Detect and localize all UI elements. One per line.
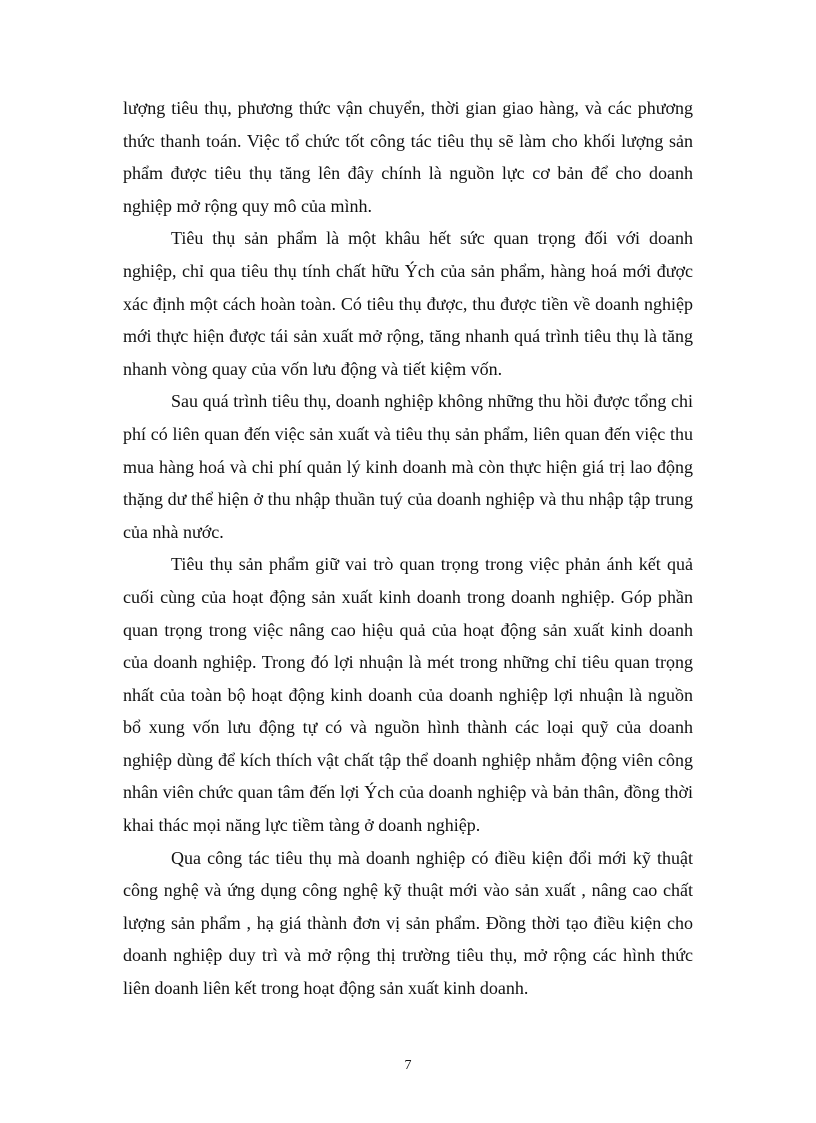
paragraph: Sau quá trình tiêu thụ, doanh nghiệp không những thu hồi được tổng chi phí có liên quan đến việc sản xuất và tiêu thụ sản phẩm, liên quan đến việc thu mua hàng hoá và chi phí quản lý kinh doanh mà còn thực hiện giá trị lao động thặng dư thể hiện ở thu nhập thuần tuý của doanh nghiệp và thu nhập tập trung của nhà nước. [123, 391, 693, 542]
paragraph: Tiêu thụ sản phẩm giữ vai trò quan trọng trong việc phản ánh kết quả cuối cùng của hoạt động sản xuất kinh doanh trong doanh nghiệp. Góp phần quan trọng trong việc nâng cao hiệu quả của hoạt động sản xuất kinh doanh của doanh nghiệp. Trong đó lợi nhuận là mét trong những chỉ tiêu quan trọng nhất của toàn bộ hoạt động kinh doanh của doanh nghiệp lợi nhuận là nguồn bổ xung vốn lưu động tự có và nguồn hình thành các loại quỹ của doanh nghiệp dùng để kích thích vật chất tập thể doanh nghiệp nhằm động viên công nhân viên chức quan tâm đến lợi Ých của doanh nghiệp và bản thân, đồng thời khai thác mọi năng lực tiềm tàng ở doanh nghiệp. [123, 554, 693, 836]
paragraph: Qua công tác tiêu thụ mà doanh nghiệp có điều kiện đổi mới kỹ thuật công nghệ và ứng dụng công nghệ kỹ thuật mới vào sản xuất , nâng cao chất lượng sản phẩm , hạ giá thành đơn vị sản phẩm. Đồng thời tạo điều kiện cho doanh nghiệp duy trì và mở rộng thị trường tiêu thụ, mở rộng các hình thức liên doanh liên kết trong hoạt động sản xuất kinh doanh. [123, 847, 693, 999]
page-number: 7 [404, 1058, 412, 1073]
paragraph: Tiêu thụ sản phẩm là một khâu hết sức quan trọng đối với doanh nghiệp, chỉ qua tiêu thụ tính chất hữu Ých của sản phẩm, hàng hoá mới được xác định một cách hoàn toàn. Có tiêu thụ được, thu được tiền về doanh nghiệp mới thực hiện được tái sản xuất mở rộng, tăng nhanh quá trình tiêu thụ là tăng nhanh vòng quay của vốn lưu động và tiết kiệm vốn. [123, 228, 693, 379]
document-body [123, 92, 693, 1005]
paragraph-continued: lượng tiêu thụ, phương thức vận chuyển, thời gian giao hàng, và các phương thức thanh toán. Việc tổ chức tốt công tác tiêu thụ sẽ làm cho khối lượng sản phẩm được tiêu thụ tăng lên đây chính là nguồn lực cơ bản để cho doanh nghiệp mở rộng quy mô của mình. [123, 98, 693, 216]
